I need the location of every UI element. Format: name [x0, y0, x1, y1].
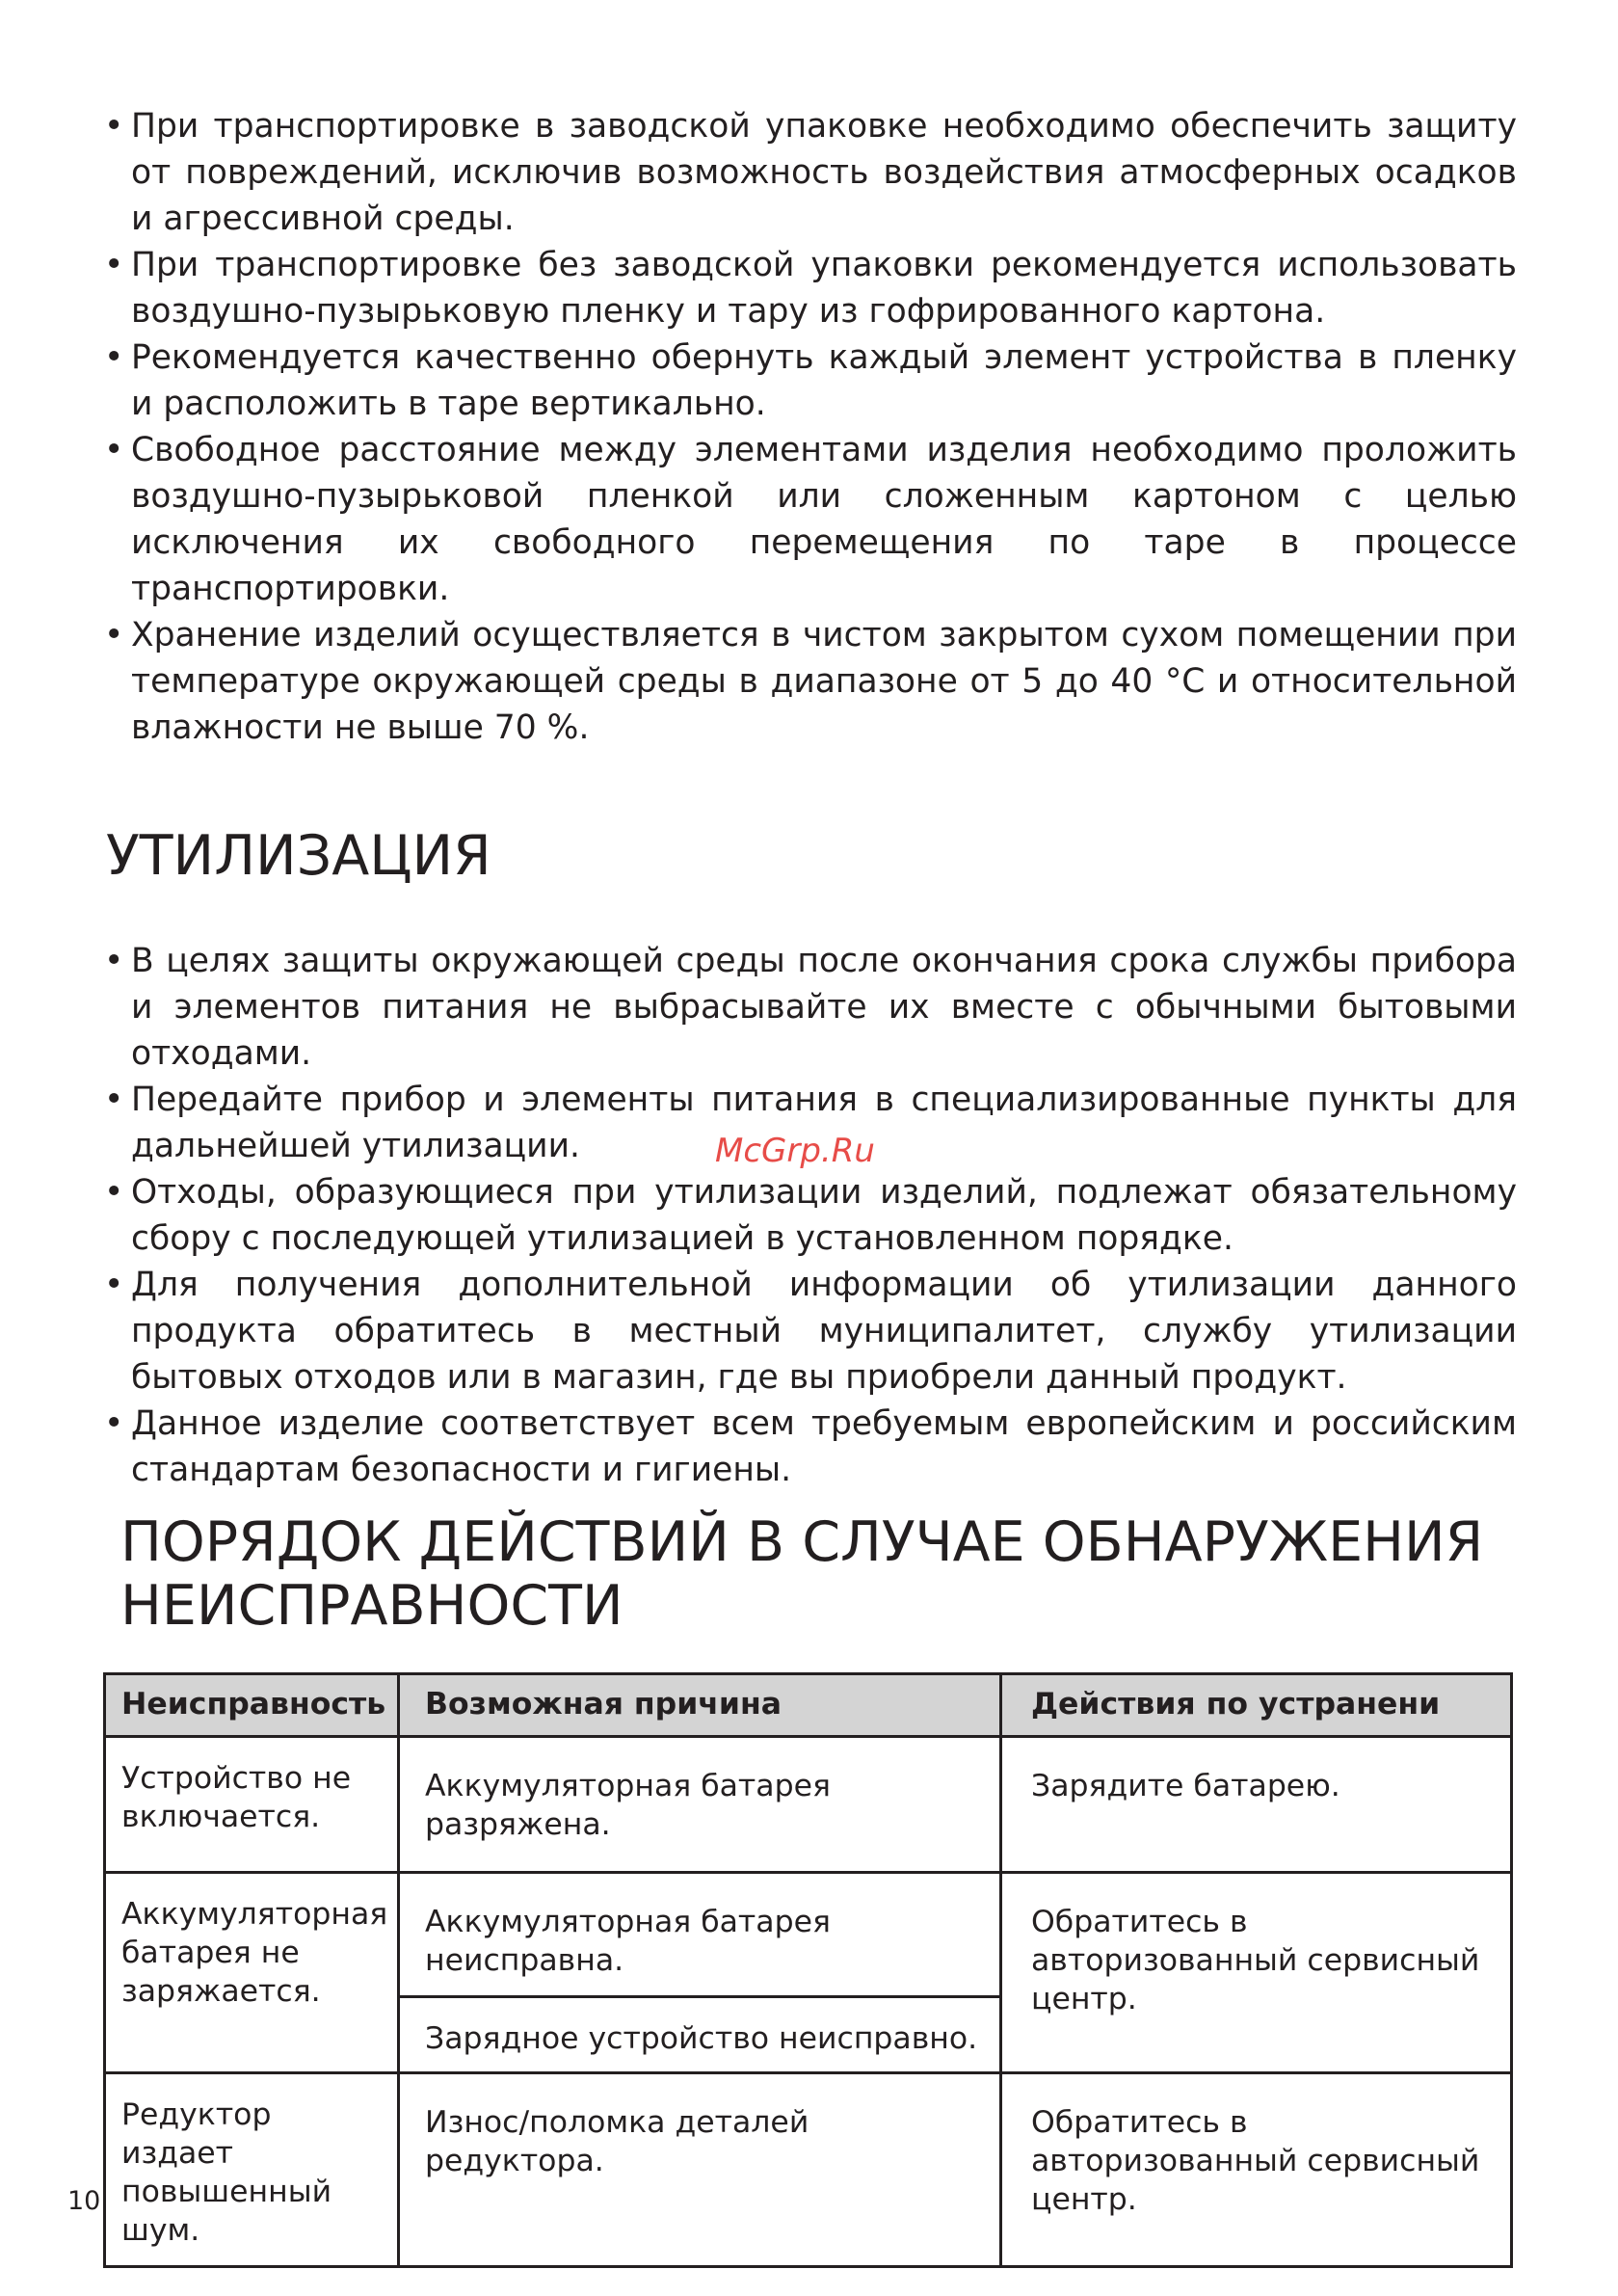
list-item: • При транспортировке без заводской упаковки рекомендуется использовать воздушно-пузырьковую пленку и тару из гофрированного картона.: [104, 242, 1517, 334]
list-item: • Рекомендуется качественно обернуть каждый элемент устройства в пленку и расположить в таре вертикально.: [104, 334, 1517, 427]
disposal-heading: УТИЛИЗАЦИЯ: [106, 824, 491, 888]
action-cell: Зарядите батарею.: [1001, 1737, 1512, 1873]
list-item: • Свободное расстояние между элементами изделия необходимо проложить воздушно-пузырьковой пленкой или сложенным картоном с целью исключения их свободного перемещения по таре в процессе транспортировки.: [104, 427, 1517, 612]
list-item: • В целях защиты окружающей среды после окончания срока службы прибора и элементов питания не выбрасывайте их вместе с обычными бытовыми отходами.: [104, 938, 1517, 1077]
table-row: [105, 2073, 1512, 2267]
column-header-action: Действия по устранени: [1001, 1674, 1512, 1737]
page-number: 10: [67, 2186, 101, 2216]
fault-cell: Редуктор издает повышенный шум.: [105, 2073, 399, 2267]
watermark: McGrp.Ru: [715, 1132, 875, 1170]
action-cell: Обратитесь в авторизованный сервисный центр.: [1001, 1873, 1512, 2073]
disposal-list: [104, 938, 1517, 1493]
cause-cell: Аккумуляторная батарея неисправна.: [399, 1873, 1001, 1997]
cause-cell: Износ/поломка деталей редуктора.: [399, 2073, 1001, 2267]
column-header-cause: Возможная причина: [399, 1674, 1001, 1737]
cause-cell: Аккумуляторная батарея разряжена.: [399, 1737, 1001, 1873]
fault-cell: Устройство не включается.: [105, 1737, 399, 1873]
list-item: • Данное изделие соответствует всем требуемым европейским и российским стандартам безопасности и гигиены.: [104, 1401, 1517, 1493]
table-header-row: [105, 1674, 1512, 1737]
list-item: • При транспортировке в заводской упаковке необходимо обеспечить защиту от повреждений, исключив возможность воздействия атмосферных осадков и агрессивной среды.: [104, 103, 1517, 242]
fault-cell: Аккумуляторная батарея не заряжается.: [105, 1873, 399, 2073]
list-item: • Для получения дополнительной информации об утилизации данного продукта обратитесь в местный муниципалитет, службу утилизации бытовых отходов или в магазин, где вы приобрели данный продукт.: [104, 1262, 1517, 1401]
list-item: • Отходы, образующиеся при утилизации изделий, подлежат обязательному сбору с последующей утилизацией в установленном порядке.: [104, 1169, 1517, 1262]
list-item: • Передайте прибор и элементы питания в специализированные пункты для дальнейшей утилизации.: [104, 1077, 1517, 1169]
list-item: • Хранение изделий осуществляется в чистом закрытом сухом помещении при температуре окружающей среды в диапазоне от 5 до 40 °С и относительной влажности не выше 70 %.: [104, 612, 1517, 751]
table-row: [105, 1873, 1512, 1997]
action-cell: Обратитесь в авторизованный сервисный центр.: [1001, 2073, 1512, 2267]
troubleshooting-heading: ПОРЯДОК ДЕЙСТВИЙ В СЛУЧАЕ ОБНАРУЖЕНИЯ НЕИСПРАВНОСТИ: [120, 1510, 1484, 1638]
column-header-fault: Неисправность: [105, 1674, 399, 1737]
storage-transport-list: [104, 103, 1517, 751]
table-row: [105, 1737, 1512, 1873]
troubleshooting-table: [103, 1672, 1513, 2268]
cause-cell: Зарядное устройство неисправно.: [399, 1997, 1001, 2073]
